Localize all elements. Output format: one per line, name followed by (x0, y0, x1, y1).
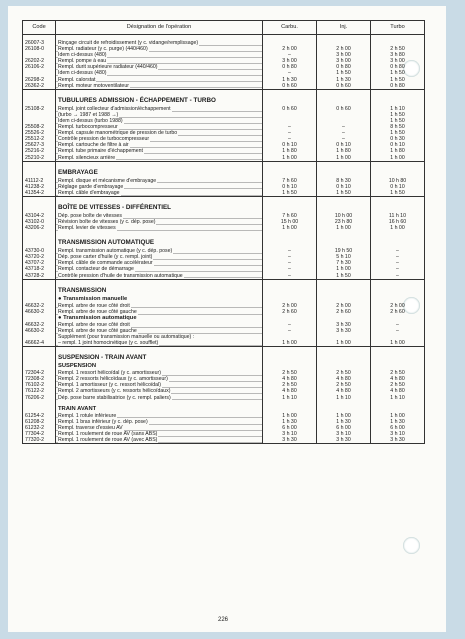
time-turbo: 1 h 10 (371, 395, 425, 401)
time-inj: 1 h 50 (317, 190, 371, 197)
operation-code: 76122-2 (25, 388, 45, 395)
operation-designation (56, 94, 263, 106)
time-inj: 2 h 00 (317, 303, 371, 309)
time-inj: 3 h 00 (317, 58, 371, 64)
operation-code: 76206-2 (25, 394, 45, 401)
designation-text: Rempl. 1 bras inférieur (y c. dép. pose) (58, 418, 148, 425)
time-inj (317, 363, 371, 370)
time-turbo: 1 h 80 (371, 148, 425, 154)
time-turbo: 1 h 50 (371, 130, 425, 136)
operation-code: 43720-2 (25, 254, 45, 261)
designation-text: Rempl. 2 ressorts hélicoïdaux (y c. amortisseur) (58, 376, 168, 383)
time-inj: 6 h 00 (317, 425, 371, 431)
time-inj (317, 166, 371, 178)
operation-code: 26007-3 (25, 40, 45, 46)
time-carbu (263, 296, 317, 303)
time-turbo (371, 406, 425, 413)
designation-text: (turbo → 1987 et 1988 →) (58, 111, 119, 118)
operation-code: 46632-2 (25, 321, 45, 328)
time-carbu: – (263, 136, 317, 142)
operation-code: 43728-2 (25, 272, 45, 279)
operation-code: 43718-2 (25, 266, 45, 273)
time-carbu (263, 363, 317, 370)
time-turbo: 1 h 00 (371, 413, 425, 419)
operation-code: 61254-2 (25, 412, 45, 419)
time-turbo: 0 h 30 (371, 136, 425, 142)
designation-text: ● Transmission manuelle (58, 295, 128, 302)
operation-code: 26202-2 (25, 58, 45, 65)
section-heading-row (23, 284, 425, 296)
time-carbu: 1 h 00 (263, 225, 317, 231)
designation-text: TRANSMISSION AUTOMATIQUE (58, 239, 155, 247)
operation-code: 25210-2 (25, 154, 45, 161)
header-inj: Inj. (317, 21, 371, 35)
time-inj: 4 h 80 (317, 388, 371, 394)
time-carbu: – (263, 124, 317, 130)
time-turbo (371, 236, 425, 248)
time-carbu: 3 h 10 (263, 431, 317, 437)
time-carbu: 7 h 60 (263, 178, 317, 184)
operation-code: 43730-0 (25, 248, 45, 255)
header-carbu: Carbu. (263, 21, 317, 35)
table-row (23, 340, 425, 347)
table-row (23, 437, 425, 444)
time-turbo: 0 h 80 (371, 64, 425, 70)
table-row (23, 83, 425, 90)
operation-code: 43102-0 (25, 218, 45, 225)
time-carbu: – (263, 273, 317, 280)
time-turbo (371, 296, 425, 303)
time-inj: 0 h 10 (317, 184, 371, 190)
time-carbu: 3 h 00 (263, 58, 317, 64)
designation-text: Rempl. 1 ressort hélicoïdal (y c. amortisseur) (58, 370, 161, 377)
operation-code: 26298-2 (25, 76, 45, 83)
operation-code: 46632-2 (25, 302, 45, 309)
time-carbu: – (263, 322, 317, 328)
subsection-row (23, 315, 425, 322)
operation-code: 72308-2 (25, 376, 45, 383)
operation-code: 41112-2 (25, 177, 44, 184)
time-turbo: 4 h 80 (371, 376, 425, 382)
operation-designation (56, 273, 263, 280)
time-carbu: 1 h 00 (263, 155, 317, 162)
operation-designation (56, 315, 263, 322)
time-carbu: – (263, 130, 317, 136)
time-turbo: – (371, 248, 425, 254)
time-turbo (371, 166, 425, 178)
operation-designation (56, 363, 263, 370)
time-carbu (263, 351, 317, 363)
time-turbo: – (371, 254, 425, 260)
time-inj: 10 h 00 (317, 213, 371, 219)
table-header (23, 21, 425, 35)
operation-code: 26108-0 (25, 46, 45, 53)
time-carbu: 15 h 00 (263, 219, 317, 225)
operation-code: 43707-2 (25, 260, 45, 267)
time-inj (317, 406, 371, 413)
operation-code: 41238-2 (25, 183, 45, 190)
section-heading-row (23, 236, 425, 248)
time-turbo (371, 94, 425, 106)
time-carbu: 2 h 00 (263, 46, 317, 52)
designation-text: EMBRAYAGE (58, 168, 98, 176)
time-turbo: 11 h 10 (371, 213, 425, 219)
time-turbo: 1 h 10 (371, 106, 425, 112)
time-turbo: 6 h 00 (371, 425, 425, 431)
operation-code: 25627-3 (25, 142, 45, 149)
time-carbu: 6 h 00 (263, 425, 317, 431)
designation-text: Idem ci-dessus (turbo 1988) (58, 117, 123, 124)
time-inj: 2 h 50 (317, 382, 371, 388)
designation-text: TRAIN AVANT (58, 405, 97, 412)
time-turbo: – (371, 328, 425, 334)
time-inj: – (317, 124, 371, 130)
operation-code (23, 201, 56, 213)
time-inj: 2 h 60 (317, 309, 371, 315)
operation-designation (56, 437, 263, 444)
table-row (23, 273, 425, 280)
designation-text: TUBULURES ADMISSION - ÉCHAPPEMENT - TURBO (58, 96, 216, 104)
designation-text: Rempl. joint collecteur d'admission/échappement (58, 105, 171, 112)
time-inj: 2 h 50 (317, 370, 371, 376)
time-turbo: 1 h 50 (371, 70, 425, 76)
time-inj: 3 h 30 (317, 328, 371, 334)
designation-text: Rempl. transmission automatique (y c. dép. pose) (58, 248, 173, 255)
time-inj: 1 h 30 (317, 419, 371, 425)
time-turbo: 1 h 50 (371, 190, 425, 197)
designation-text: Rempl. tube primaire d'échappement (58, 148, 143, 155)
designation-text: Rempl. câble d'embrayage (58, 189, 120, 196)
time-turbo: 10 h 80 (371, 178, 425, 184)
time-carbu: 0 h 80 (263, 64, 317, 70)
time-inj (317, 201, 371, 213)
time-carbu: – (263, 254, 317, 260)
operation-code (23, 94, 56, 106)
time-turbo: 3 h 80 (371, 52, 425, 58)
operation-code: 43206-2 (25, 225, 45, 232)
table-row (23, 190, 425, 197)
time-turbo (371, 363, 425, 370)
designation-text: Rempl. 2 amortisseurs (y c. ressorts hélicoïdaux) (58, 388, 171, 395)
time-inj (317, 351, 371, 363)
time-inj: – (317, 130, 371, 136)
time-inj: 1 h 00 (317, 225, 371, 231)
designation-text: BOÎTE DE VITESSES - DIFFÉRENTIEL (58, 203, 172, 211)
operation-code: 25216-2 (25, 148, 45, 155)
time-carbu: 1 h 50 (263, 190, 317, 197)
operation-designation (56, 83, 263, 90)
operation-designation (56, 190, 263, 197)
operation-code (23, 166, 56, 178)
time-inj (317, 315, 371, 322)
designation-text: Rempl. radiateur (y c. purge) (440/460) (58, 46, 148, 53)
time-carbu: 0 h 60 (263, 106, 317, 112)
operation-code: 77320-2 (25, 437, 45, 444)
time-turbo: 1 h 50 (371, 77, 425, 83)
designation-text: SUSPENSION (58, 363, 97, 370)
time-carbu (263, 315, 317, 322)
subsection-row (23, 296, 425, 303)
designation-text: Rempl. durit supérieure radiateur (440/460) (58, 64, 158, 71)
designation-text: Rempl. arbre de roue côté gauche (58, 327, 137, 334)
time-turbo: 2 h 00 (371, 303, 425, 309)
designation-text: Rempl. moteur motoventilateur (58, 82, 129, 89)
time-turbo: 1 h 00 (371, 155, 425, 162)
designation-text: Révision boîte de vitesses (y c. dép. pose) (58, 218, 156, 225)
operation-designation (56, 236, 263, 248)
time-turbo: – (371, 322, 425, 328)
time-turbo: 0 h 10 (371, 142, 425, 148)
time-carbu: 1 h 30 (263, 77, 317, 83)
time-carbu: 2 h 50 (263, 370, 317, 376)
time-turbo: 2 h 50 (371, 382, 425, 388)
time-inj: 1 h 80 (317, 148, 371, 154)
designation-text: Rempl. 1 amortisseur (y c. ressort hélicoïdal) (58, 382, 161, 389)
time-inj: 3 h 30 (317, 322, 371, 328)
time-turbo: 0 h 80 (371, 83, 425, 90)
time-carbu (263, 236, 317, 248)
time-carbu: 1 h 10 (263, 395, 317, 401)
operation-code: 26362-2 (25, 82, 45, 89)
designation-text: Rempl. contacteur de démarrage (58, 266, 134, 273)
operation-code (23, 315, 56, 322)
designation-text: Rempl. pompe à eau (58, 58, 107, 65)
time-inj (317, 236, 371, 248)
operation-code (23, 406, 56, 413)
time-inj (317, 94, 371, 106)
designation-text: Contrôle pression d'huile de transmission automatique (58, 272, 183, 279)
time-turbo: 1 h 00 (371, 225, 425, 231)
operation-code: 61232-2 (25, 424, 45, 431)
operation-code: 46630-2 (25, 308, 45, 315)
time-inj: 4 h 80 (317, 376, 371, 382)
operation-code (23, 351, 56, 363)
operation-code: 77304-2 (25, 430, 45, 437)
section-heading-row (23, 351, 425, 363)
operation-code: 25108-2 (25, 105, 45, 112)
time-turbo: 16 h 60 (371, 219, 425, 225)
time-inj: 3 h 30 (317, 437, 371, 444)
time-carbu: 4 h 80 (263, 376, 317, 382)
designation-text: Dép. pose boîte de vitesses (58, 212, 123, 219)
operation-code (23, 284, 56, 296)
operation-code: 25512-2 (25, 136, 45, 143)
time-turbo (371, 315, 425, 322)
time-carbu (263, 406, 317, 413)
designation-text: Rempl. capsule manométrique de pression de turbo (58, 130, 178, 137)
operation-code (23, 296, 56, 303)
time-inj: 19 h 50 (317, 248, 371, 254)
time-inj: 3 h 00 (317, 52, 371, 58)
time-carbu: – (263, 328, 317, 334)
time-inj: 7 h 30 (317, 260, 371, 266)
time-carbu (263, 284, 317, 296)
time-inj: 8 h 30 (317, 178, 371, 184)
time-turbo: – (371, 260, 425, 266)
designation-text: Idem ci-dessus (480) (58, 70, 107, 77)
time-carbu: 0 h 60 (263, 83, 317, 90)
designation-text: Idem ci-dessus (480) (58, 52, 107, 59)
section-heading-row (23, 94, 425, 106)
designation-text: Rempl. arbre de roue côté droit (58, 321, 130, 328)
operation-code: 46662-4 (25, 340, 45, 347)
time-carbu: 1 h 00 (263, 413, 317, 419)
designation-text: Rempl. 1 rotule inférieure (58, 412, 117, 419)
time-carbu: 1 h 00 (263, 340, 317, 347)
operation-code: 43104-2 (25, 212, 45, 219)
page-number: 226 (217, 617, 228, 623)
time-inj: 1 h 50 (317, 70, 371, 76)
time-inj: 1 h 00 (317, 413, 371, 419)
operation-designation (56, 340, 263, 347)
time-inj: 5 h 10 (317, 254, 371, 260)
operation-designation (56, 406, 263, 413)
time-carbu: – (263, 266, 317, 272)
designation-text: Dép. pose barre stabilisatrice (y c. rempl. paliers) (58, 394, 171, 401)
time-turbo: 0 h 10 (371, 184, 425, 190)
time-carbu (263, 94, 317, 106)
time-carbu: – (263, 70, 317, 76)
time-turbo: 8 h 50 (371, 124, 425, 130)
time-turbo: 2 h 50 (371, 370, 425, 376)
time-turbo: 2 h 50 (371, 46, 425, 52)
time-carbu: – (263, 248, 317, 254)
time-turbo: 1 h 50 (371, 112, 425, 118)
operation-designation (56, 351, 263, 363)
designation-text: ● Transmission automatique (58, 314, 137, 321)
time-carbu: 2 h 60 (263, 309, 317, 315)
time-inj (317, 284, 371, 296)
time-carbu: 2 h 00 (263, 303, 317, 309)
operation-code (23, 363, 56, 370)
time-carbu: – (263, 260, 317, 266)
designation-text: TRANSMISSION (58, 286, 107, 294)
time-turbo: 2 h 60 (371, 309, 425, 315)
header-designation: Désignation de l'opération (56, 21, 263, 35)
time-carbu: – (263, 52, 317, 58)
time-turbo: 3 h 00 (371, 58, 425, 64)
operations-table (22, 20, 425, 444)
time-inj: 3 h 10 (317, 431, 371, 437)
operation-designation (56, 155, 263, 162)
time-inj: – (317, 136, 371, 142)
operation-code: 61208-2 (25, 418, 45, 425)
time-carbu: 4 h 80 (263, 388, 317, 394)
section-heading-row (23, 201, 425, 213)
time-turbo: – (371, 266, 425, 272)
time-carbu: 0 h 10 (263, 184, 317, 190)
time-inj: 0 h 80 (317, 64, 371, 70)
time-inj: 1 h 00 (317, 340, 371, 347)
time-turbo (371, 351, 425, 363)
section-heading-row (23, 166, 425, 178)
operation-code: 46630-2 (25, 327, 45, 334)
time-carbu (263, 201, 317, 213)
time-inj: 1 h 00 (317, 266, 371, 272)
time-inj: 0 h 60 (317, 106, 371, 112)
operation-designation (56, 201, 263, 213)
designation-text: Rempl. traverse d'essieu AV (58, 424, 123, 431)
time-inj: 2 h 00 (317, 46, 371, 52)
designation-text: Supplément (pour transmission manuelle ou automatique) : (58, 334, 195, 340)
time-inj: 1 h 00 (317, 155, 371, 162)
time-carbu: 1 h 80 (263, 148, 317, 154)
operation-code: 76102-2 (25, 382, 45, 389)
subsection-row (23, 406, 425, 413)
time-turbo: – (371, 273, 425, 280)
document-page (8, 6, 446, 632)
time-turbo: 1 h 00 (371, 340, 425, 347)
operation-code: 72304-2 (25, 370, 45, 377)
time-turbo: 3 h 30 (371, 437, 425, 444)
time-carbu: 0 h 10 (263, 142, 317, 148)
designation-text: – rempl. 1 joint homocinétique (y c. soufflet) (58, 340, 159, 347)
time-turbo (371, 201, 425, 213)
table-row (23, 155, 425, 162)
operation-code: 26106-2 (25, 64, 45, 71)
header-turbo: Turbo (371, 21, 425, 35)
designation-text: Rempl. 1 roulement de roue AV (avec ABS) (58, 437, 158, 444)
designation-text: Rempl. arbre de roue côté gauche (58, 308, 137, 315)
designation-text: Rempl. câble de commande accélérateur (58, 260, 153, 267)
designation-text: Rempl. arbre de roue côté droit (58, 302, 130, 309)
designation-text: Rempl. turbocompresseur (58, 124, 118, 131)
designation-text: Dép. pose carter d'huile (y c. rempl. joint) (58, 254, 153, 261)
binder-hole (403, 537, 420, 554)
designation-text: Rempl. 1 roulement de roue AV (sans ABS) (58, 430, 158, 437)
operation-code: 25526-2 (25, 130, 45, 137)
time-inj: 0 h 60 (317, 83, 371, 90)
time-turbo (371, 284, 425, 296)
designation-text: Réglage garde d'embrayage (58, 183, 124, 190)
operation-code (23, 236, 56, 248)
time-carbu: 7 h 60 (263, 213, 317, 219)
time-inj: 1 h 50 (317, 273, 371, 280)
time-inj: 0 h 10 (317, 142, 371, 148)
time-turbo: 1 h 50 (371, 118, 425, 124)
time-inj: 1 h 30 (317, 77, 371, 83)
time-inj: 1 h 10 (317, 395, 371, 401)
time-carbu: 3 h 30 (263, 437, 317, 444)
designation-text: Rempl. disque et mécanisme d'embrayage (58, 177, 157, 184)
header-code: Code (23, 21, 56, 35)
operation-designation (56, 296, 263, 303)
time-inj (317, 296, 371, 303)
time-turbo: 4 h 80 (371, 388, 425, 394)
designation-text: Contrôle pression de turbocompresseur (58, 136, 150, 143)
time-carbu: 2 h 50 (263, 382, 317, 388)
designation-text: Rempl. silencieux arrière (58, 154, 116, 161)
time-turbo: 1 h 30 (371, 419, 425, 425)
operation-designation (56, 284, 263, 296)
operation-designation (56, 166, 263, 178)
time-carbu (263, 166, 317, 178)
subsection-row (23, 363, 425, 370)
designation-text: Rinçage circuit de refroidissement (y c. vidange/remplissage) (58, 40, 199, 46)
designation-text: Rempl. calorstat (58, 76, 96, 83)
time-inj: 23 h 80 (317, 219, 371, 225)
time-carbu: 1 h 30 (263, 419, 317, 425)
operation-code: 25508-2 (25, 124, 45, 131)
designation-text: Rempl. cartouche de filtre à air (58, 142, 129, 149)
designation-text: SUSPENSION - TRAIN AVANT (58, 354, 147, 362)
operation-code: 41354-2 (25, 189, 45, 196)
designation-text: Rempl. levier de vitesses (58, 225, 116, 232)
time-turbo: 3 h 10 (371, 431, 425, 437)
